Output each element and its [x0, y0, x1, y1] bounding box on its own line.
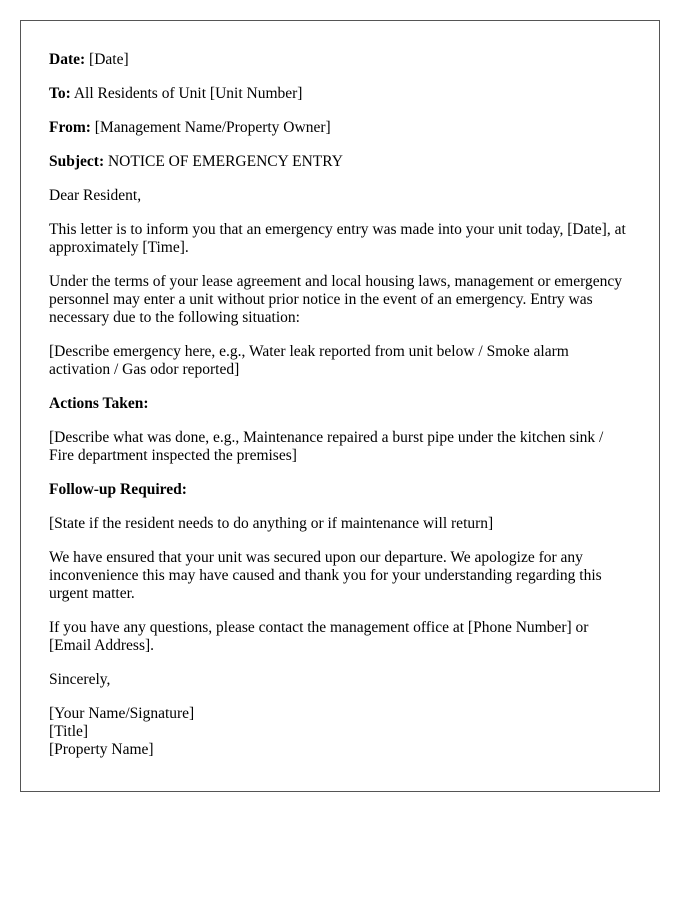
signature-block: [49, 705, 631, 759]
signature-property: [Property Name]: [49, 741, 154, 758]
subject-label: Subject:: [49, 153, 105, 170]
followup-paragraph: [State if the resident needs to do anything or if maintenance will return]: [49, 515, 494, 532]
salutation: Dear Resident,: [49, 187, 142, 204]
signature-title: [Title]: [49, 723, 89, 740]
date-line: [49, 51, 631, 69]
to-value: All Residents of Unit [Unit Number]: [73, 85, 303, 102]
intro-paragraph: This letter is to inform you that an emergency entry was made into your unit today, [Date], at approximately [Time].: [49, 221, 626, 256]
letter-page: [20, 20, 660, 792]
subject-value: NOTICE OF EMERGENCY ENTRY: [107, 153, 343, 170]
from-line: [49, 119, 631, 137]
contact-paragraph: If you have any questions, please contact the management office at [Phone Number] or [Email Address].: [49, 619, 589, 654]
closing: Sincerely,: [49, 671, 111, 688]
to-label: To:: [49, 85, 71, 102]
actions-heading: Actions Taken:: [49, 395, 149, 412]
from-label: From:: [49, 119, 91, 136]
date-value: [Date]: [89, 51, 129, 68]
actions-paragraph: [Describe what was done, e.g., Maintenance repaired a burst pipe under the kitchen sink / Fire department inspected the premises]: [49, 429, 604, 464]
followup-heading: Follow-up Required:: [49, 481, 187, 498]
assurance-paragraph: We have ensured that your unit was secured upon our departure. We apologize for any inconvenience this may have caused and thank you for your understanding regarding this urgent matter.: [49, 549, 602, 602]
terms-paragraph: Under the terms of your lease agreement and local housing laws, management or emergency personnel may enter a unit without prior notice in the event of an emergency. Entry was necessary due to the following situation:: [49, 273, 623, 326]
signature-name: [Your Name/Signature]: [49, 705, 195, 722]
date-label: Date:: [49, 51, 86, 68]
to-line: [49, 85, 631, 103]
situation-paragraph: [Describe emergency here, e.g., Water leak reported from unit below / Smoke alarm activation / Gas odor reported]: [49, 343, 569, 378]
from-value: [Management Name/Property Owner]: [94, 119, 331, 136]
subject-line: [49, 153, 631, 171]
